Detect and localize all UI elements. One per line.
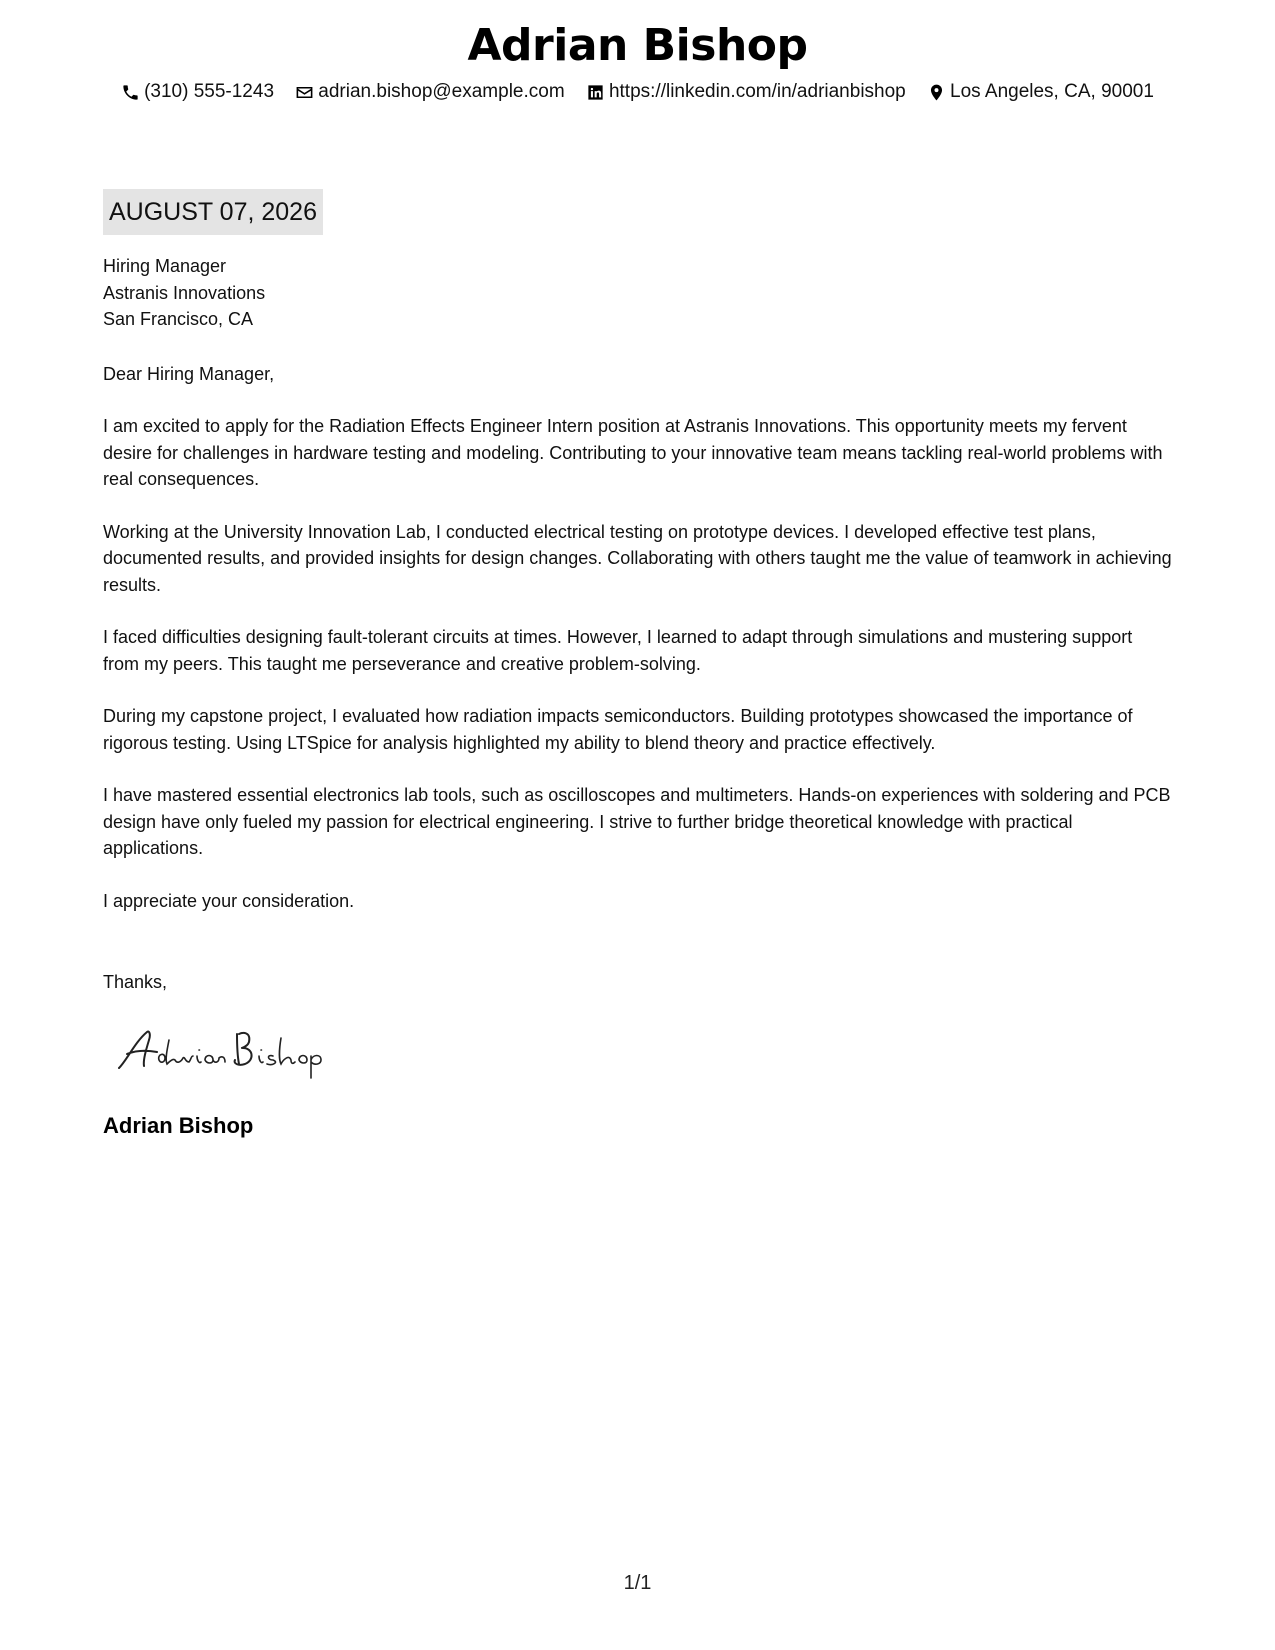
paragraph: During my capstone project, I evaluated how radiation impacts semiconductors. Building prototypes showcased the importance of rigorous testing. Using LTSpice for analysis highlighted my ability to blend theory and practice effectively. bbox=[103, 706, 1133, 753]
paragraph: I have mastered essential electronics lab tools, such as oscilloscopes and multimeters. Hands-on experiences with soldering and PCB design have only fueled my passion for electrical engineering. I strive to further bridge theoretical knowledge with practical applications. bbox=[103, 785, 1171, 858]
contact-phone-text: (310) 555-1243 bbox=[144, 81, 275, 102]
paragraph: I faced difficulties designing fault-tolerant circuits at times. However, I learned to adapt through simulations and mustering support from my peers. This taught me perseverance and creative problem-solving. bbox=[103, 627, 1133, 674]
contact-linkedin-text: https://linkedin.com/in/adrianbishop bbox=[608, 81, 906, 102]
paragraph: Working at the University Innovation Lab, I conducted electrical testing on prototype devices. I developed effective test plans, documented results, and provided insights for design changes. Collaborating with others taught me the value of teamwork in achieving results. bbox=[103, 521, 1172, 595]
recipient-location: San Francisco, CA bbox=[103, 309, 254, 329]
paragraph: I am excited to apply for the Radiation Effects Engineer Intern position at Astranis Innovations. This opportunity meets my fervent desire for challenges in hardware testing and modeling. Contributing to your innovative team means tackling real-world problems with real consequences. bbox=[103, 416, 1163, 489]
signer-name: Adrian Bishop bbox=[103, 1113, 254, 1138]
page-number: 1/1 bbox=[623, 1572, 652, 1594]
contact-location bbox=[927, 79, 1154, 105]
salutation: Dear Hiring Manager, bbox=[103, 364, 275, 384]
handwritten-signature bbox=[113, 1020, 353, 1080]
contact-location-text: Los Angeles, CA, 90001 bbox=[950, 81, 1154, 102]
phone-icon bbox=[121, 83, 140, 102]
contact-phone bbox=[121, 79, 274, 105]
recipient-company: Astranis Innovations bbox=[103, 282, 266, 303]
contact-linkedin[interactable] bbox=[586, 79, 906, 105]
contact-email[interactable] bbox=[295, 79, 564, 105]
paragraph: I appreciate your consideration. bbox=[103, 890, 355, 911]
letter-date: AUGUST 07, 2026 bbox=[103, 189, 323, 235]
contact-email-text: adrian.bishop@example.com bbox=[318, 81, 565, 102]
envelope-icon bbox=[295, 83, 314, 102]
recipient-title: Hiring Manager bbox=[103, 256, 227, 276]
recipient-block bbox=[103, 253, 1173, 333]
letter-body bbox=[103, 413, 1173, 940]
map-pin-icon bbox=[927, 83, 946, 102]
contact-bar bbox=[0, 79, 1275, 110]
closing: Thanks, bbox=[103, 972, 168, 992]
linkedin-icon bbox=[586, 83, 605, 102]
header-name: Adrian Bishop bbox=[467, 20, 808, 71]
